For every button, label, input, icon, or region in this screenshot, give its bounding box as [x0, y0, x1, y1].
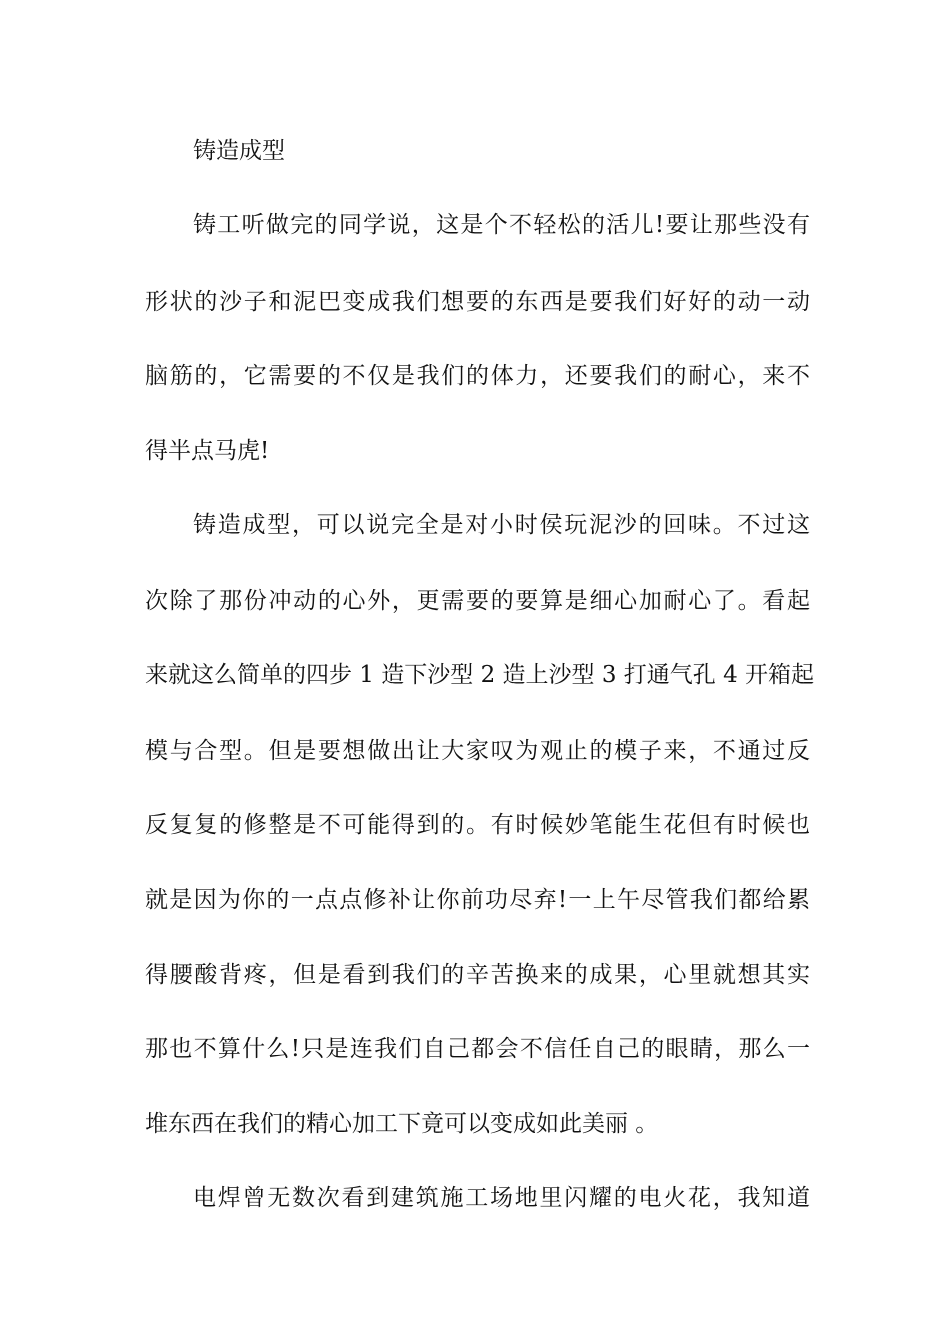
paragraph-line: 得半点马虎!: [145, 438, 270, 464]
paragraph-line: 来就这么简单的四步 1 造下沙型 2 造上沙型 3 打通气孔 4 开箱起: [145, 662, 815, 688]
paragraph-line: 反复复的修整是不可能得到的。有时候妙笔能生花但有时候也: [145, 812, 810, 838]
section-heading: 铸造成型: [193, 138, 285, 164]
paragraph-line: 形状的沙子和泥巴变成我们想要的东西是要我们好好的动一动: [145, 289, 810, 315]
paragraph-line: 就是因为你的一点点修补让你前功尽弃!一上午尽管我们都给累: [145, 887, 810, 913]
paragraph-line: 铸造成型，可以说完全是对小时侯玩泥沙的回味。不过这: [193, 512, 810, 538]
paragraph-line: 铸工听做完的同学说，这是个不轻松的活儿!要让那些没有: [193, 212, 810, 238]
paragraph-line: 那也不算什么!只是连我们自己都会不信任自己的眼睛，那么一: [145, 1036, 810, 1062]
paragraph-line: 次除了那份冲动的心外，更需要的要算是细心加耐心了。看起: [145, 588, 810, 614]
paragraph-line: 模与合型。但是要想做出让大家叹为观止的模子来，不通过反: [145, 738, 810, 764]
paragraph-line: 脑筋的，它需要的不仅是我们的体力，还要我们的耐心，来不: [145, 363, 810, 389]
paragraph-line: 堆东西在我们的精心加工下竟可以变成如此美丽 。: [145, 1111, 659, 1137]
paragraph-line: 电焊曾无数次看到建筑施工场地里闪耀的电火花，我知道: [193, 1185, 810, 1211]
paragraph-line: 得腰酸背疼，但是看到我们的辛苦换来的成果，心里就想其实: [145, 962, 810, 988]
